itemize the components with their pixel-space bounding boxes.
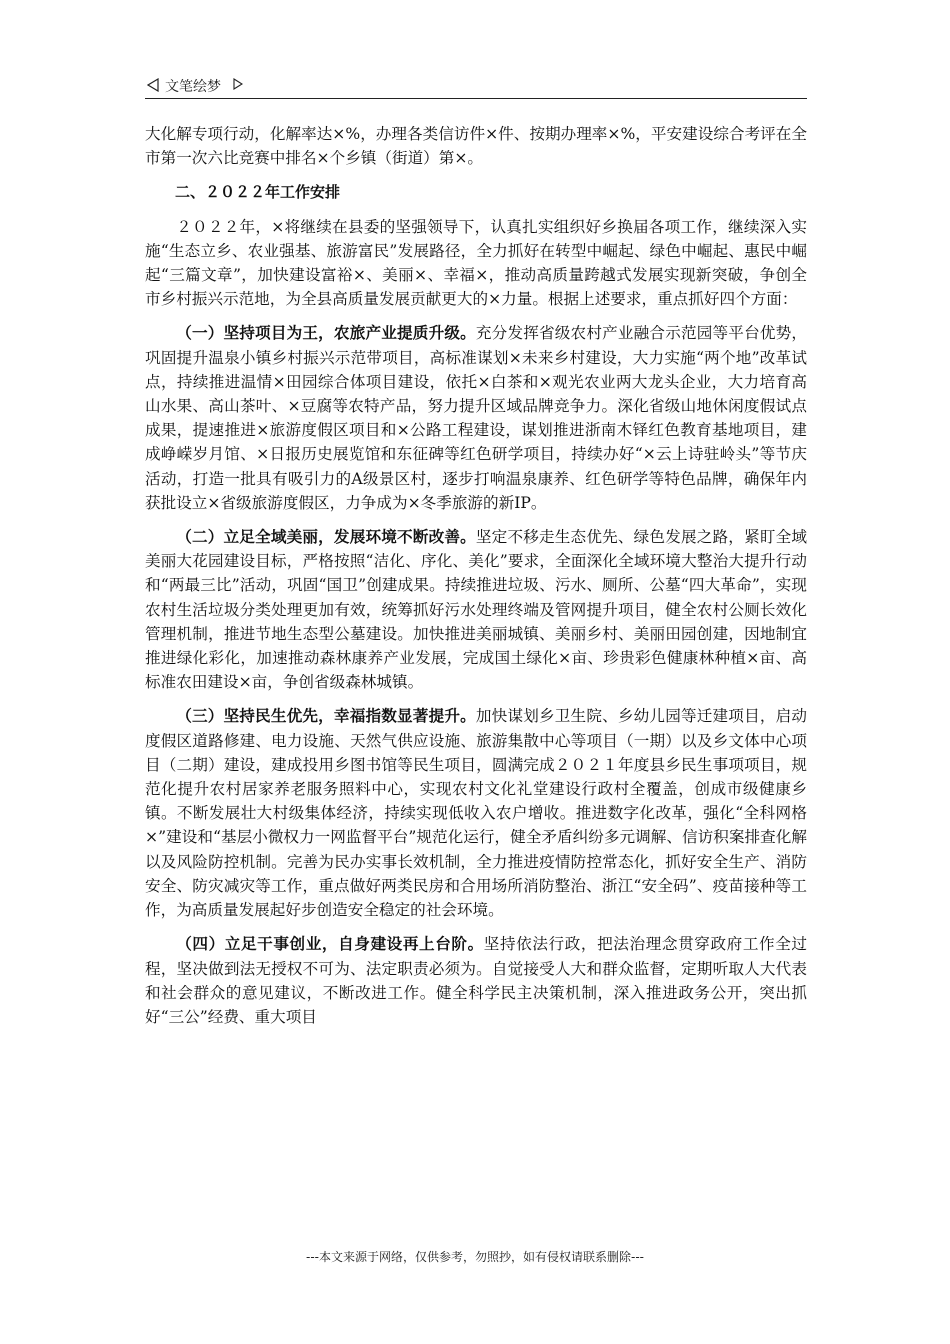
header-brand: 文笔绘梦 bbox=[165, 79, 221, 95]
intro-paragraph: ２０２２年，×将继续在县委的坚强领导下，认真扎实组织好乡换届各项工作，继续深入实施“生态立乡、农业强基、旅游富民”发展路径，全力抓好在转型中崛起、绿色中崛起、惠民中崛起“三篇文章”，加快建设富裕×、美丽×、幸福×，推动高质量跨越式发展实现新突破，争创全市乡村振兴示范地，为全县高质量发展贡献更大的×力量。根据上述要求，重点抓好四个方面： bbox=[145, 217, 807, 309]
page-header bbox=[145, 72, 807, 99]
item-lead: （三）坚持民生优先，幸福指数显著提升。 bbox=[176, 706, 476, 726]
item-paragraph-2 bbox=[145, 525, 807, 694]
item-lead: （二）立足全域美丽，发展环境不断改善。 bbox=[176, 527, 476, 547]
item-lead: （一）坚持项目为王，农旅产业提质升级。 bbox=[176, 323, 476, 343]
triangle-left-icon bbox=[147, 78, 159, 92]
item-text: 坚持依法行政，把法治理念贯穿政府工作全过程，坚决做到法无授权不可为、法定职责必须为。自觉接受人大和群众监督，定期听取人大代表和社会群众的意见建议，不断改进工作。健全科学民主决策机制，深入推进政务公开，突出抓好“三公”经费、重大项目 bbox=[145, 935, 807, 1026]
item-paragraph-4 bbox=[145, 932, 807, 1029]
footer-notice: ---本文来源于网络，仅供参考，勿照抄，如有侵权请联系删除--- bbox=[306, 1250, 644, 1264]
item-text: 加快谋划乡卫生院、乡幼儿园等迁建项目，启动度假区道路修建、电力设施、天然气供应设施、旅游集散中心等项目（一期）以及乡文体中心项目（二期）建设，建成投用乡图书馆等民生项目，圆满完成２０２１年度县乡民生事项项目，规范化提升农村居家养老服务照料中心，实现农村文化礼堂建设行政村全覆盖，创成市级健康乡镇。不断发展壮大村级集体经济，持续实现低收入农户增收。推进数字化改革，强化“全科网格×”建设和“基层小微权力一网监督平台”规范化运行，健全矛盾纠纷多元调解、信访积案排查化解以及风险防控机制。完善为民办实事长效机制，全力推进疫情防控常态化，抓好安全生产、消防安全、防灾减灾等工作，重点做好两类民房和合用场所消防整治、浙江“安全码”、疫苗接种等工作，为高质量发展起好步创造安全稳定的社会环境。 bbox=[145, 707, 807, 920]
triangle-right-icon bbox=[233, 78, 243, 90]
item-paragraph-3 bbox=[145, 704, 807, 922]
item-text: 充分发挥省级农村产业融合示范园等平台优势，巩固提升温泉小镇乡村振兴示范带项目，高标准谋划×未来乡村建设，大力实施“两个地”改革试点，持续推进温情×田园综合体项目建设，依托×白茶和×观光农业两大龙头企业，大力培育高山水果、高山茶叶、×豆腐等农特产品，努力提升区域品牌竞争力。深化省级山地休闲度假试点成果，提速推进×旅游度假区项目和×公路工程建设，谋划推进浙南木铎红色教育基地项目，建成峥嵘岁月馆、×日报历史展览馆和东征碑等红色研学项目，持续办好“×云上诗驻岭头”等节庆活动，打造一批具有吸引力的A级景区村，逐步打响温泉康养、红色研学等特色品牌，确保年内获批设立×省级旅游度假区，力争成为×冬季旅游的新IP。 bbox=[145, 324, 807, 512]
document-body bbox=[145, 122, 807, 1039]
item-text: 坚定不移走生态优先、绿色发展之路，紧盯全域美丽大花园建设目标，严格按照“洁化、序化、美化”要求，全面深化全域环境大整治大提升行动和“两最三比”活动，巩固“国卫”创建成果。持续推进垃圾、污水、厕所、公墓“四大革命”，实现农村生活垃圾分类处理更加有效，统筹抓好污水处理终端及管网提升项目，健全农村公厕长效化管理机制，推进节地生态型公墓建设。加快推进美丽城镇、美丽乡村、美丽田园创建，因地制宜推进绿化彩化，加速推动森林康养产业发展，完成国土绿化×亩、珍贵彩色健康林种植×亩、高标准农田建设×亩，争创省级森林城镇。 bbox=[145, 528, 807, 692]
continuation-paragraph: 大化解专项行动，化解率达×%，办理各类信访件×件、按期办理率×%，平安建设综合考评在全市第一次六比竞赛中排名×个乡镇（街道）第×。 bbox=[145, 125, 807, 168]
item-paragraph-1 bbox=[145, 321, 807, 515]
section-heading: 二、２０２２年工作安排 bbox=[175, 183, 341, 202]
item-lead: （四）立足干事创业，自身建设再上台阶。 bbox=[176, 934, 484, 954]
